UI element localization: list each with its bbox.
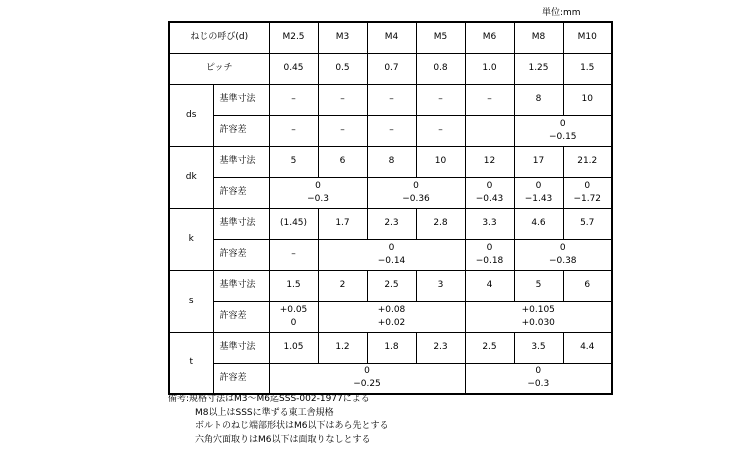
- ds-std-cell: –: [367, 84, 416, 115]
- pitch-row: [169, 53, 612, 84]
- remarks-lead: 備考:: [168, 394, 190, 404]
- s-std-cell: 5: [514, 270, 563, 301]
- s-tol-row: [169, 301, 612, 332]
- std-label: 基準寸法: [213, 84, 269, 115]
- k-tol-m25: –: [269, 239, 318, 270]
- tol-label: 許容差: [213, 363, 269, 394]
- tol-upper: 0: [535, 180, 542, 191]
- dk-tol-m25-m3: [269, 177, 367, 208]
- tol-lower: −0.3: [527, 379, 550, 390]
- tol-lower: −0.3: [307, 193, 329, 204]
- s-label: s: [169, 270, 213, 332]
- ds-tol-cell: –: [416, 115, 465, 146]
- tol-lower: −0.43: [475, 193, 504, 204]
- ds-tol-cell: [465, 115, 514, 146]
- ds-tol-cell: –: [318, 115, 367, 146]
- dk-std-cell: 21.2: [563, 146, 612, 177]
- t-tol-row: [169, 363, 612, 394]
- dk-std-cell: 12: [465, 146, 514, 177]
- s-std-cell: 6: [563, 270, 612, 301]
- k-std-cell: 2.3: [367, 208, 416, 239]
- k-std-cell: 3.3: [465, 208, 514, 239]
- dk-std-cell: 17: [514, 146, 563, 177]
- tol-upper: +0.05: [279, 304, 308, 315]
- tol-lower: +0.02: [377, 317, 406, 328]
- pitch-cell: 1.25: [514, 53, 563, 84]
- ds-std-cell: 10: [563, 84, 612, 115]
- tol-upper: 0: [486, 180, 493, 191]
- remark-line: ボルトのねじ端部形状はM6以下はあら先とする: [195, 421, 389, 431]
- dk-tol-row: [169, 177, 612, 208]
- ds-std-cell: –: [416, 84, 465, 115]
- t-tol-m6-m10: [465, 363, 612, 394]
- tol-label: 許容差: [213, 115, 269, 146]
- k-label: k: [169, 208, 213, 270]
- std-label: 基準寸法: [213, 208, 269, 239]
- size-cell: M6: [465, 22, 514, 53]
- std-label: 基準寸法: [213, 332, 269, 363]
- size-cell: M3: [318, 22, 367, 53]
- k-std-cell: 4.6: [514, 208, 563, 239]
- s-tol-m3-m5: [318, 301, 465, 332]
- remark-line: [168, 393, 389, 407]
- size-cell: M5: [416, 22, 465, 53]
- t-std-cell: 3.5: [514, 332, 563, 363]
- dk-std-cell: 8: [367, 146, 416, 177]
- dk-std-cell: 5: [269, 146, 318, 177]
- ds-label: ds: [169, 84, 213, 146]
- ds-std-cell: –: [465, 84, 514, 115]
- dk-std-cell: 6: [318, 146, 367, 177]
- std-label: 基準寸法: [213, 270, 269, 301]
- remark-line: 六角穴面取りはM6以下は面取りなしとする: [195, 434, 371, 445]
- tol-lower: −0.25: [353, 379, 381, 390]
- dk-tol-m4-m5: [367, 177, 465, 208]
- std-label: 基準寸法: [213, 146, 269, 177]
- tol-upper: 0: [559, 242, 566, 253]
- pitch-cell: 1.0: [465, 53, 514, 84]
- tol-upper: 0: [388, 242, 395, 253]
- size-cell: M8: [514, 22, 563, 53]
- pitch-cell: 0.8: [416, 53, 465, 84]
- ds-tol-m8-m10: [514, 115, 612, 146]
- s-std-cell: 2: [318, 270, 367, 301]
- remark-line: M8以上はSSSに準ずる東工舎規格: [195, 407, 334, 418]
- s-std-cell: 1.5: [269, 270, 318, 301]
- t-std-cell: 2.5: [465, 332, 514, 363]
- header-row: [169, 22, 612, 53]
- s-tol-m25: [269, 301, 318, 332]
- s-tol-m6-m10: [465, 301, 612, 332]
- tol-label: 許容差: [213, 177, 269, 208]
- ds-std-cell: –: [269, 84, 318, 115]
- t-std-cell: 4.4: [563, 332, 612, 363]
- size-cell: M2.5: [269, 22, 318, 53]
- tol-upper: 0: [413, 180, 419, 191]
- t-std-cell: 2.3: [416, 332, 465, 363]
- dk-tol-m10: [563, 177, 612, 208]
- k-tol-m6: [465, 239, 514, 270]
- k-tol-row: [169, 239, 612, 270]
- k-std-cell: (1.45): [269, 208, 318, 239]
- tol-lower: −1.43: [524, 193, 553, 204]
- t-label: t: [169, 332, 213, 394]
- unit-label: 単位:mm: [542, 8, 581, 18]
- t-std-cell: 1.05: [269, 332, 318, 363]
- ds-tol-cell: –: [269, 115, 318, 146]
- t-tol-m25-m5: [269, 363, 465, 394]
- size-cell: M10: [563, 22, 612, 53]
- tol-upper: 0: [559, 118, 566, 129]
- k-tol-m3-m5: [318, 239, 465, 270]
- tol-upper: 0: [486, 242, 493, 253]
- t-std-cell: 1.2: [318, 332, 367, 363]
- ds-std-row: [169, 84, 612, 115]
- s-std-cell: 4: [465, 270, 514, 301]
- tol-upper: +0.105: [521, 304, 555, 315]
- pitch-cell: 0.45: [269, 53, 318, 84]
- size-label: ねじの呼び(d): [169, 22, 269, 53]
- ds-tol-row: [169, 115, 612, 146]
- tol-upper: +0.08: [377, 304, 406, 315]
- s-std-row: [169, 270, 612, 301]
- dk-std-cell: 10: [416, 146, 465, 177]
- pitch-cell: 0.7: [367, 53, 416, 84]
- spec-table: [168, 21, 613, 395]
- tol-upper: 0: [364, 366, 370, 377]
- tol-lower: −1.72: [573, 193, 602, 204]
- tol-label: 許容差: [213, 239, 269, 270]
- remark-text: 規格寸法はM3〜M6迄SSS-002-1977による: [189, 394, 370, 404]
- pitch-label: ピッチ: [169, 53, 269, 84]
- t-std-cell: 1.8: [367, 332, 416, 363]
- pitch-cell: 1.5: [563, 53, 612, 84]
- remarks: [168, 393, 389, 447]
- size-cell: M4: [367, 22, 416, 53]
- k-tol-m8-m10: [514, 239, 612, 270]
- k-std-cell: 2.8: [416, 208, 465, 239]
- tol-lower: −0.38: [548, 255, 577, 266]
- dk-tol-m8: [514, 177, 563, 208]
- tol-lower: −0.36: [402, 193, 430, 204]
- k-std-row: [169, 208, 612, 239]
- tol-upper: 0: [535, 366, 542, 377]
- s-std-cell: 2.5: [367, 270, 416, 301]
- tol-upper: 0: [584, 180, 591, 191]
- ds-std-cell: –: [318, 84, 367, 115]
- tol-lower: −0.15: [548, 131, 577, 142]
- k-std-cell: 1.7: [318, 208, 367, 239]
- dk-std-row: [169, 146, 612, 177]
- t-std-row: [169, 332, 612, 363]
- tol-lower: −0.18: [475, 255, 504, 266]
- ds-tol-cell: –: [367, 115, 416, 146]
- k-std-cell: 5.7: [563, 208, 612, 239]
- tol-label: 許容差: [213, 301, 269, 332]
- tol-lower: −0.14: [377, 255, 406, 266]
- tol-lower: 0: [290, 317, 297, 328]
- pitch-cell: 0.5: [318, 53, 367, 84]
- tol-upper: 0: [315, 180, 321, 191]
- dk-tol-m6: [465, 177, 514, 208]
- dk-label: dk: [169, 146, 213, 208]
- tol-lower: +0.030: [521, 317, 555, 328]
- s-std-cell: 3: [416, 270, 465, 301]
- ds-std-cell: 8: [514, 84, 563, 115]
